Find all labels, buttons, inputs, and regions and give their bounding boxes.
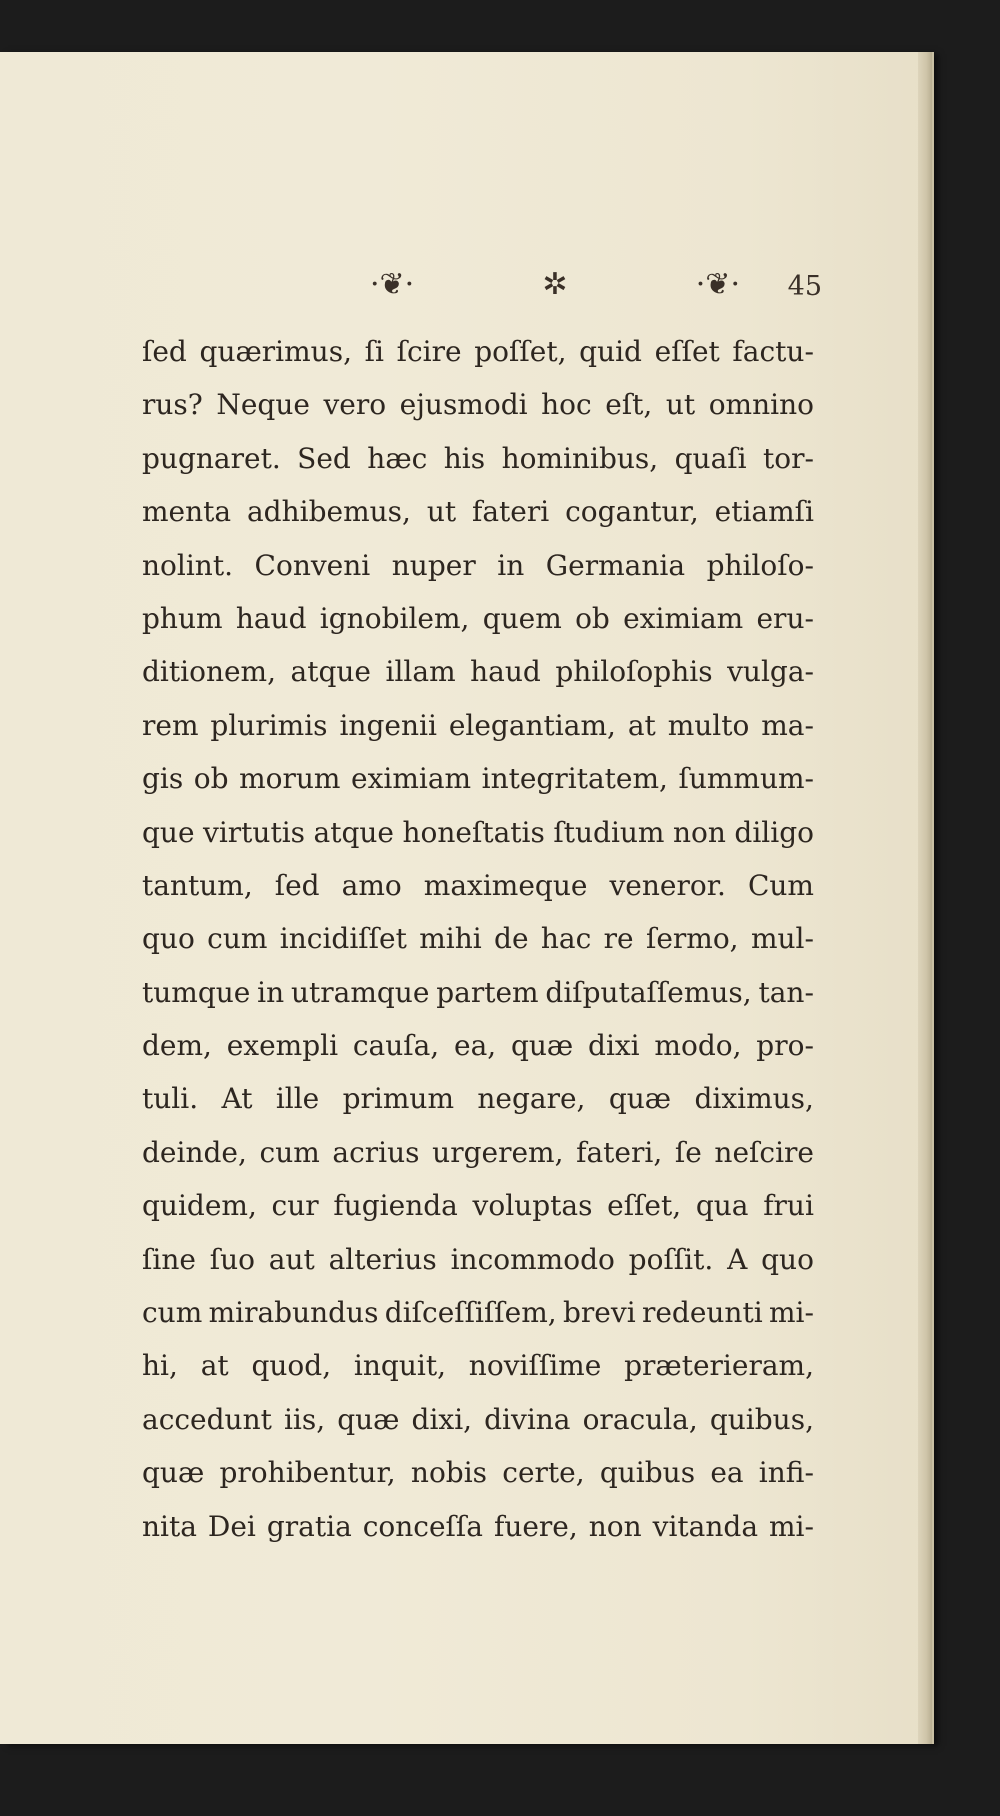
text-line: nita Dei gratia conceſſa fuere, non vitanda mi- [142,1509,814,1543]
ornament-right-icon: ·❦· [695,267,740,302]
text-line: cum mirabundus diſceſſiſſem, brevi redeunti mi- [142,1296,814,1330]
text-line: accedunt iis, quæ dixi, divina oracula, quibus, [142,1402,814,1436]
text-line: tantum, ſed amo maximeque veneror. Cum [142,868,814,902]
text-line: gis ob morum eximiam integritatem, ſummum- [142,762,814,796]
ornament-center-icon: ✲ [542,267,568,302]
text-line: rus? Neque vero ejusmodi hoc eſt, ut omnino [142,388,814,422]
text-line: rem plurimis ingenii elegantiam, at multo ma- [142,708,814,742]
text-line: quæ prohibentur, nobis certe, quibus ea infi- [142,1456,814,1490]
page-number: 45 [787,271,822,302]
ornament-left-icon: ·❦· [370,267,415,302]
text-line: ditionem, atque illam haud philoſophis vulga- [142,655,814,689]
text-line: pugnaret. Sed hæc his hominibus, quaſi tor- [142,441,814,475]
body-text [142,325,814,1553]
text-line: tuli. At ille primum negare, quæ diximus, [142,1082,814,1116]
text-line: menta adhibemus, ut fateri cogantur, etiamſi [142,495,814,529]
text-line: ſine ſuo aut alterius incommodo poſſit. A quo [142,1242,814,1276]
text-line: phum haud ignobilem, quem ob eximiam eru- [142,601,814,635]
text-line: quo cum incidiſſet mihi de hac re ſermo, mul- [142,922,814,956]
ornament-header [370,265,740,305]
text-line: deinde, cum acrius urgerem, fateri, ſe neſcire [142,1135,814,1169]
text-line: ſed quærimus, ſi ſcire poſſet, quid eſſet factu- [142,335,814,368]
text-line: dem, exempli cauſa, ea, quæ dixi modo, pro- [142,1029,814,1063]
text-line: tumque in utramque partem diſputaſſemus, tan- [142,975,814,1009]
text-line: quidem, cur fugienda voluptas eſſet, qua frui [142,1189,814,1223]
page-edge [918,52,932,1744]
text-line: nolint. Conveni nuper in Germania philoſo- [142,548,814,582]
text-line: que virtutis atque honeſtatis ſtudium non diligo [142,815,814,849]
text-line: hi, at quod, inquit, noviſſime præterieram, [142,1349,814,1383]
running-head [140,265,820,305]
